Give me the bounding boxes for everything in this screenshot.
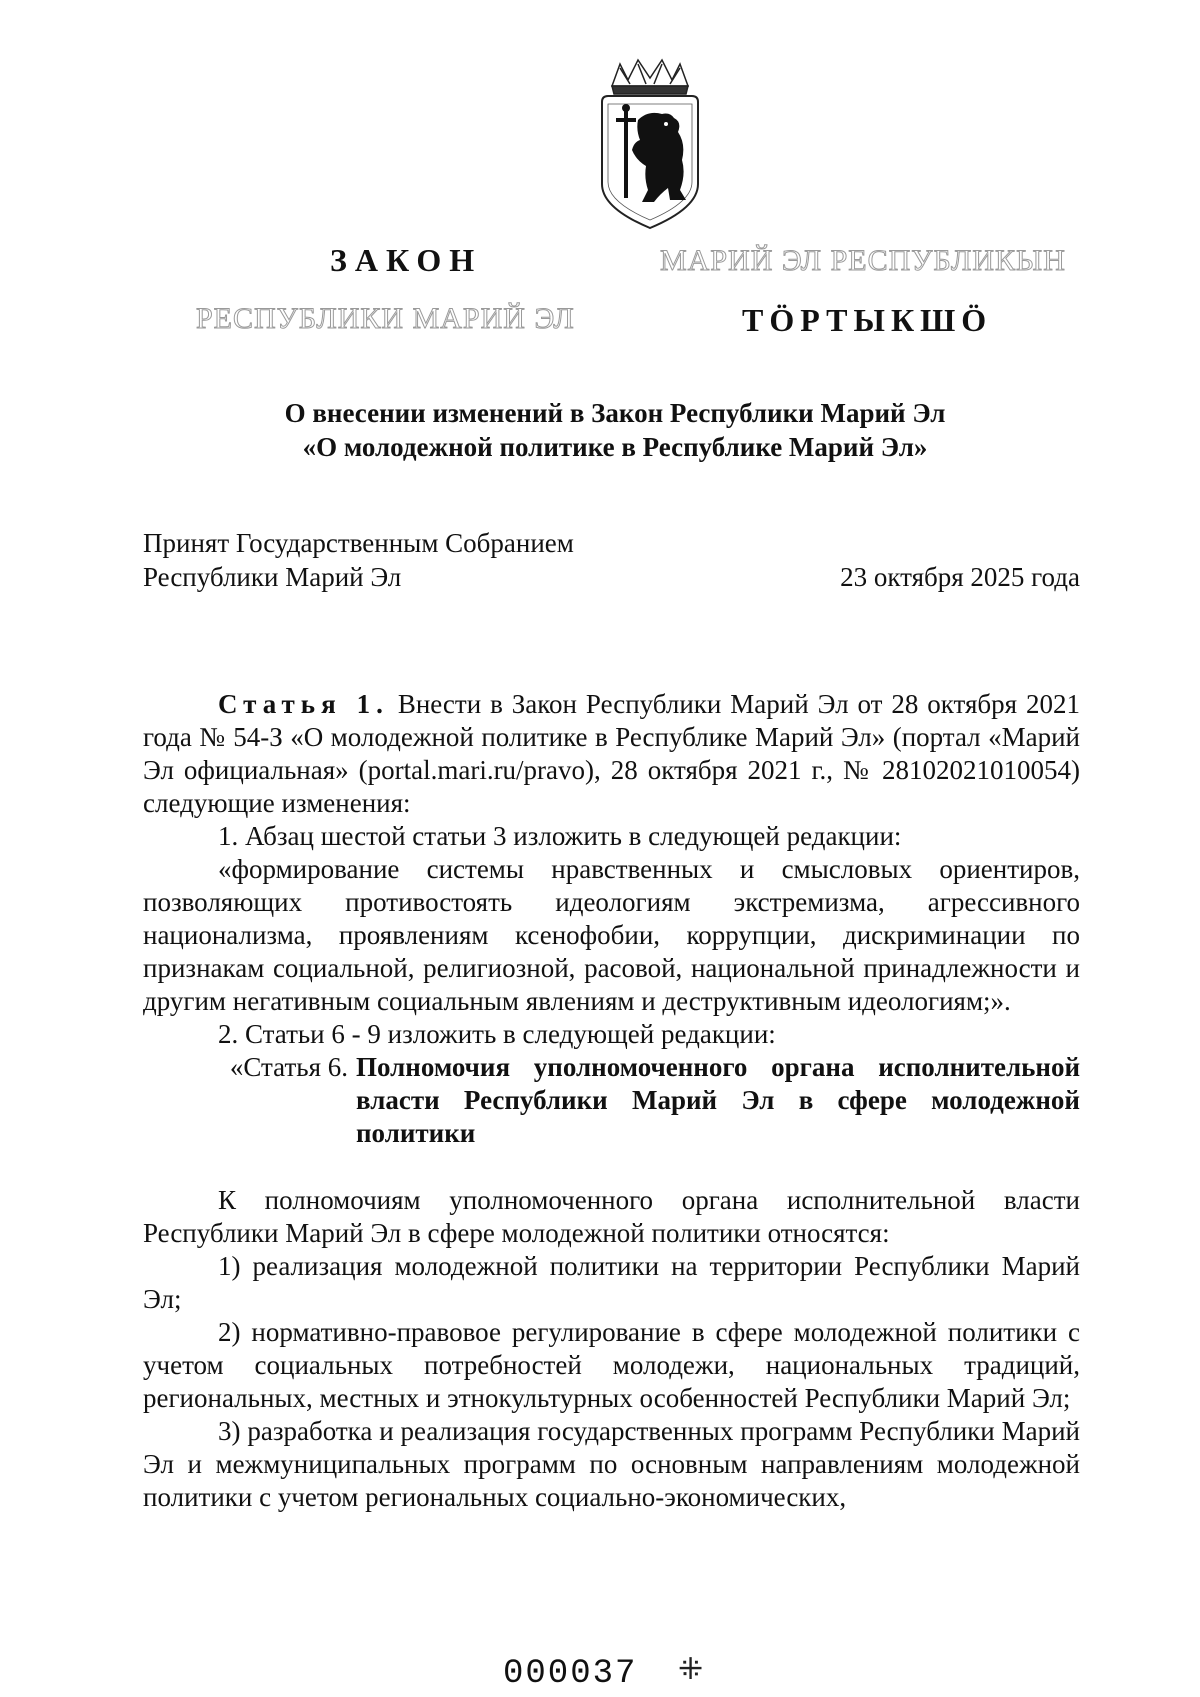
article-6-point-2: 2) нормативно-правовое регулирование в сфере молодежной политики с учетом социальных потребностей молодежи, национальных традиций, региональных, местных и этнокультурных особенностей Республики Марий Эл; — [143, 1317, 1080, 1413]
article-6-title: Полномочия уполномоченного органа исполнительной власти Республики Марий Эл в сфере молодежной политики — [356, 1052, 1080, 1148]
adopted-by — [143, 526, 574, 594]
adopted-date: 23 октября 2025 года — [840, 562, 1080, 592]
article-6-point-3: 3) разработка и реализация государственных программ Республики Марий Эл и межмуниципальных программ по основным направлениям молодежной политики с учетом региональных социально-экономических, — [143, 1416, 1080, 1512]
item-1-quote: «формирование системы нравственных и смысловых ориентиров, позволяющих противостоять идеологиям экстремизма, агрессивного национализма, проявлениям ксенофобии, коррупции, дискриминации по признакам социальной, религиозной, расовой, национальной принадлежности и другим негативным социальным явлениям и деструктивным идеологиям;». — [143, 854, 1080, 1016]
item-2: 2. Статьи 6 - 9 изложить в следующей редакции: — [218, 1019, 776, 1049]
asterism-mark: ⁜ — [678, 1653, 704, 1686]
item-1: 1. Абзац шестой статьи 3 изложить в следующей редакции: — [218, 821, 902, 851]
mari-law-label: ТӦРТЫКШӦ — [742, 302, 993, 338]
title-line-2: «О молодежной политике в Республике Марий Эл» — [302, 432, 928, 462]
law-label: ЗАКОН — [330, 242, 483, 278]
article-6-intro: К полномочиям уполномоченного органа исполнительной власти Республики Марий Эл в сфере молодежной политики относятся: — [143, 1185, 1080, 1248]
article-6-heading — [143, 1051, 1080, 1150]
article-6-prefix: «Статья 6. — [229, 1052, 348, 1082]
document-title — [140, 396, 1090, 464]
republic-label: РЕСПУБЛИКИ МАРИЙ ЭЛ — [196, 302, 575, 335]
coat-of-arms-emblem — [590, 56, 710, 236]
article-6-point-1: 1) реализация молодежной политики на территории Республики Марий Эл; — [143, 1251, 1080, 1314]
adopted-line-1: Принят Государственным Собранием — [143, 528, 574, 558]
article-1-text: Внести в Закон Республики Марий Эл от 28 октября 2021 года № 54-З «О молодежной политике в Республике Марий Эл» (портал «Марий Эл официальная» (portal.mari.ru/pravo), 28 октября 2021 г., № 28102021010054) следующие изменения: — [143, 689, 1081, 818]
adopted-line-2: Республики Марий Эл — [143, 562, 402, 592]
document-body — [143, 688, 1080, 1514]
page-number: 000037 — [503, 1655, 638, 1693]
title-line-1: О внесении изменений в Закон Республики Марий Эл — [284, 398, 946, 428]
article-1-label: Статья 1. — [218, 689, 389, 719]
article-1-paragraph — [143, 688, 1080, 820]
mari-republic-label: МАРИЙ ЭЛ РЕСПУБЛИКЫН — [660, 244, 1066, 277]
